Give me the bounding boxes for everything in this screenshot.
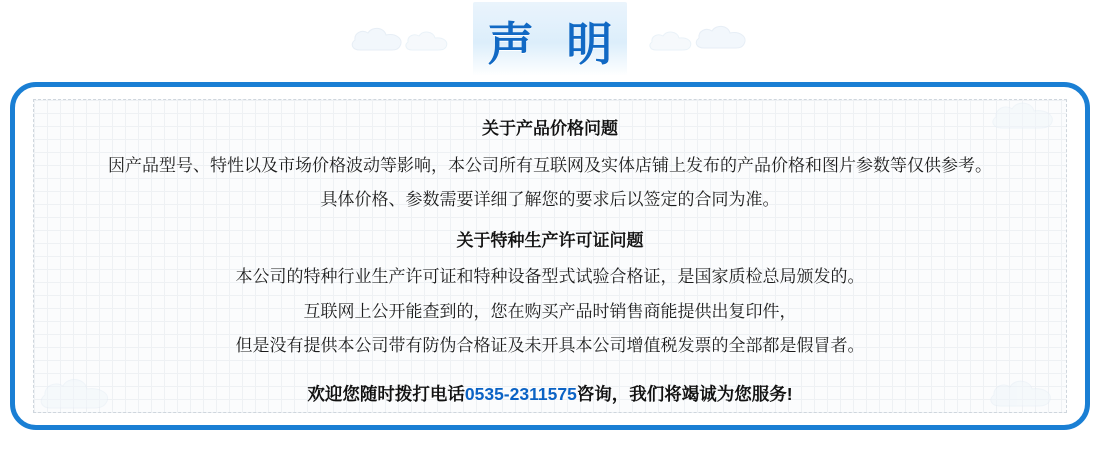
cloud-icon-left-outer [350,26,406,52]
section-heading-price: 关于产品价格问题 [482,119,618,138]
contact-phone-number[interactable]: 0535-2311575 [464,383,577,404]
cloud-icon-right-inner [648,30,694,52]
statement-panel [10,82,1090,430]
section-license-line-2: 互联网上公开能查到的，您在购买产品时销售商能提供出复印件， [303,301,797,321]
page-title: 声 明 [487,18,623,70]
cloud-icon-panel-bottomleft [38,376,116,410]
section-heading-license: 关于特种生产许可证问题 [456,230,644,250]
cloud-icon-right-outer [694,24,750,50]
contact-line [58,381,1042,407]
cloud-icon-panel-bottomright [988,378,1058,408]
section-price-line-2: 具体价格、参数需要详细了解您的要求后以签定的合同为准。 [320,190,780,209]
page-header [0,0,1100,82]
section-price-line-1: 因产品型号、特性以及市场价格波动等影响，本公司所有互联网及实体店铺上发布的产品价格和图片参数等仅供参考。 [108,155,992,175]
section-license-line-3: 但是没有提供本公司带有防伪合格证及未开具本公司增值税发票的全部都是假冒者。 [235,336,865,355]
statement-content [33,99,1067,413]
contact-suffix: 咨询，我们将竭诚为您服务! [576,383,793,404]
cloud-icon-panel-topright [990,100,1060,130]
section-license-line-1: 本公司的特种行业生产许可证和特种设备型式试验合格证，是国家质检总局颁发的。 [235,267,865,286]
cloud-icon-left-inner [404,30,450,52]
contact-prefix: 欢迎您随时拨打电话 [307,383,465,404]
